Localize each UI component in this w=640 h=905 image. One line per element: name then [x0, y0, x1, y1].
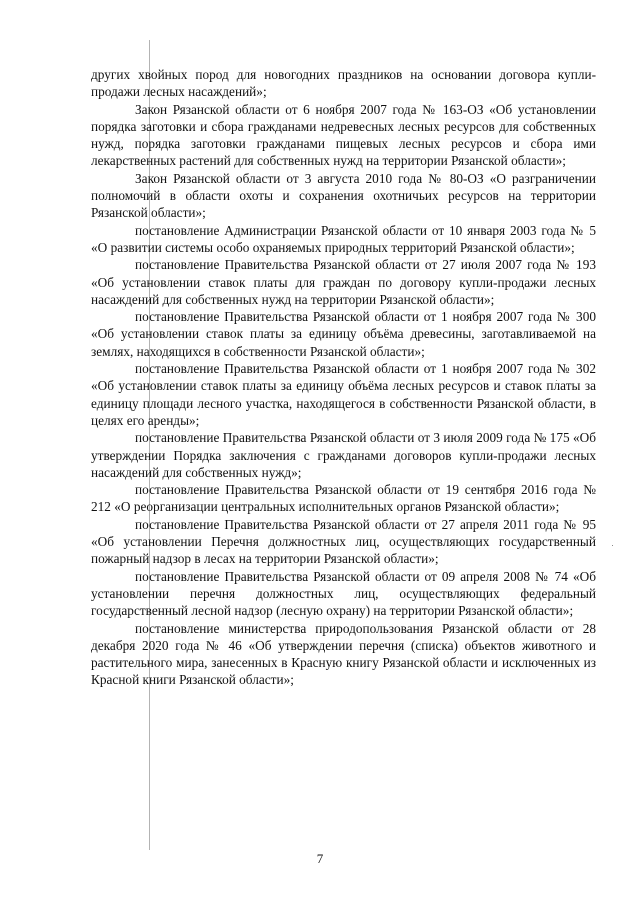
paragraph-resolution-74: постановление Правительства Рязанской области от 09 апреля 2008 № 74 «Об установлении перечня должностных лиц, осуществляющих федеральный государственный лесной надзор (лесную охрану) на территории Рязанской области»;	[91, 568, 596, 619]
paragraph-resolution-95: постановление Правительства Рязанской области от 27 апреля 2011 года № 95 «Об установлении Перечня должностных лиц, осуществляющих государственный пожарный надзор в лесах на территории Рязанской области»;	[91, 516, 596, 567]
paragraph-resolution-212: постановление Правительства Рязанской области от 19 сентября 2016 года № 212 «О реорганизации центральных исполнительных органов Рязанской области»;	[91, 482, 596, 515]
paragraph-resolution-302: постановление Правительства Рязанской области от 1 ноября 2007 года № 302 «Об установлении ставок платы за единицу объёма лесных ресурсов и ставок платы за единицу площади лесного участка, находящегося в собственности Рязанской области, в целях его аренды»;	[91, 361, 596, 428]
paragraph-law-163-oz: Закон Рязанской области от 6 ноября 2007 года № 163-ОЗ «Об установлении порядка заготовки и сбора гражданами недревесных лесных ресурсов для собственных нужд, порядка заготовки гражданами пищевых лесных ресурсов и сбора ими лекарственных растений для собственных нужд на территории Рязанской области»;	[91, 101, 596, 169]
scan-speck	[612, 545, 613, 546]
page-number: 7	[316, 851, 324, 866]
paragraph-continuation: других хвойных пород для новогодних праздников на основании договора купли-продажи лесных насаждений»;	[91, 67, 596, 100]
paragraph-resolution-5: постановление Администрации Рязанской области от 10 января 2003 года № 5 «О развитии системы особо охраняемых природных территорий Рязанской области»;	[91, 222, 596, 255]
paragraph-resolution-193: постановление Правительства Рязанской области от 27 июля 2007 года № 193 «Об установлении ставок платы для граждан по договору купли-продажи лесных насаждений для собственных нужд на территории Рязанской области»;	[91, 257, 596, 307]
paragraph-resolution-46: постановление министерства природопользования Рязанской области от 28 декабря 2020 года № 46 «Об утверждении перечня (списка) объектов животного и растительного мира, занесенных в Красную книгу Рязанской области и исключенных из Красной книги Рязанской области»;	[91, 620, 596, 688]
paragraph-resolution-175: постановление Правительства Рязанской области от 3 июля 2009 года № 175 «Об утверждении Порядка заключения с гражданами договоров купли-продажи лесных насаждений для собственных нужд»;	[91, 430, 596, 480]
paragraph-resolution-300: постановление Правительства Рязанской области от 1 ноября 2007 года № 300 «Об установлении ставок платы за единицу объёма древесины, заготавливаемой на землях, находящихся в собственности Рязанской области»;	[91, 309, 596, 359]
paragraph-law-80-oz: Закон Рязанской области от 3 августа 2010 года № 80-ОЗ «О разграничении полномочий в области охоты и сохранения охотничьих ресурсов на территории Рязанской области»;	[91, 170, 596, 221]
document-body	[91, 66, 596, 689]
